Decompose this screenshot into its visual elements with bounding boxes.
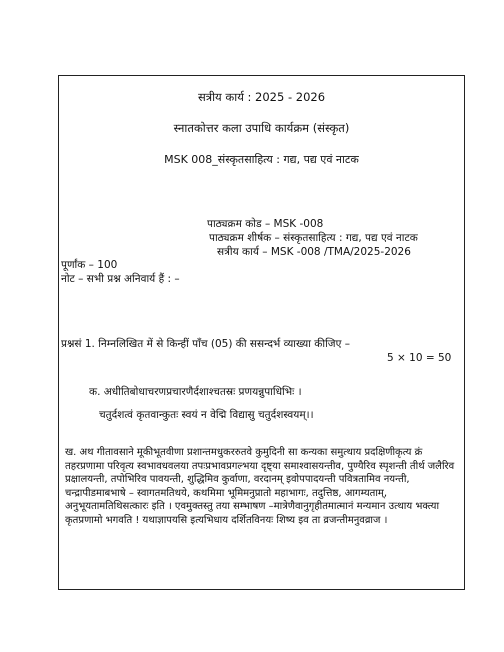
course-title: MSK 008_संस्कृतसाहित्य : गद्य, पद्य एवं नाटक <box>164 153 359 166</box>
full-marks-line: पूर्णांक – 100 <box>61 259 118 271</box>
course-name-line: पाठ्यक्रम शीर्षक – संस्कृतसाहित्य : गद्य, पद्य एवं नाटक <box>209 232 418 244</box>
question-marks: 5 × 10 = 50 <box>387 352 452 364</box>
assignment-code-line: सत्रीय कार्य – MSK -008 /TMA/2025-2026 <box>217 246 411 258</box>
passage-b: ख. अथ गीतावसाने मूकीभूतवीणा प्रशान्तमधुकररुतवे कुमुदिनी सा कन्यका समुत्थाय प्रदक्षिणीकृत्य क्रं तहरप्रणामा परिवृत्य स्वभावधवलया तपःप्रभावप्रगल्भया दृष्ट्या समाश्वासयन्तीव, पुण्यैरिव स्पृशन्ती तीर्थ जलैरिव प्रक्षालयन्ती, तपोभिरिव पावयन्ती, शुद्धिमिव कुर्वाणा, वरदानम् इवोपपादयन्ती पवित्रतामिव नयन्ती, चन्द्रापीडमाबभाषे – स्वागतमतिथये, कथमिमा भूमिमनुप्रातो महाभागः, तदुत्तिष्ठ, आगम्यताम्, अनुभूयतामतिथिसत्कारः इति । एवमुक्तस्तु तया सम्भाषण –मात्रेणैवानुगृहीतमात्मानं मन्यमान उत्थाय भक्त्या कृतप्रणामो भगवति ! यथाज्ञापयसि इत्यभिधाय दर्शितविनयः शिष्य इव ता व्रजन्तीमनुवव्राज । <box>65 447 455 526</box>
programme-title: स्नातकोत्तर कला उपाधि कार्यक्रम (संस्कृत) <box>173 121 350 135</box>
question-text: प्रश्नसं 1. निम्नलिखित में से किन्हीं पाँच (05) की ससन्दर्भ व्याख्या कीजिए – <box>61 338 350 350</box>
note-line: नोट – सभी प्रश्न अनिवार्य हैं : – <box>61 273 180 285</box>
assignment-title: सत्रीय कार्य : 2025 - 2026 <box>197 90 326 104</box>
verse-a-line-2: चतुर्दशत्वं कृतवान्कुतः स्वयं न वेद्मि विद्यासु चतुर्दशस्वयम्।। <box>99 409 314 421</box>
verse-a-line-1: क. अधीतिबोधाचरणप्रचारणैर्दशाश्चतस्रः प्रणयन्नुपाधिभिः । <box>89 386 302 398</box>
course-code-line: पाठ्यक्रम कोड – MSK -008 <box>207 218 324 230</box>
assignment-page-frame <box>58 75 465 590</box>
